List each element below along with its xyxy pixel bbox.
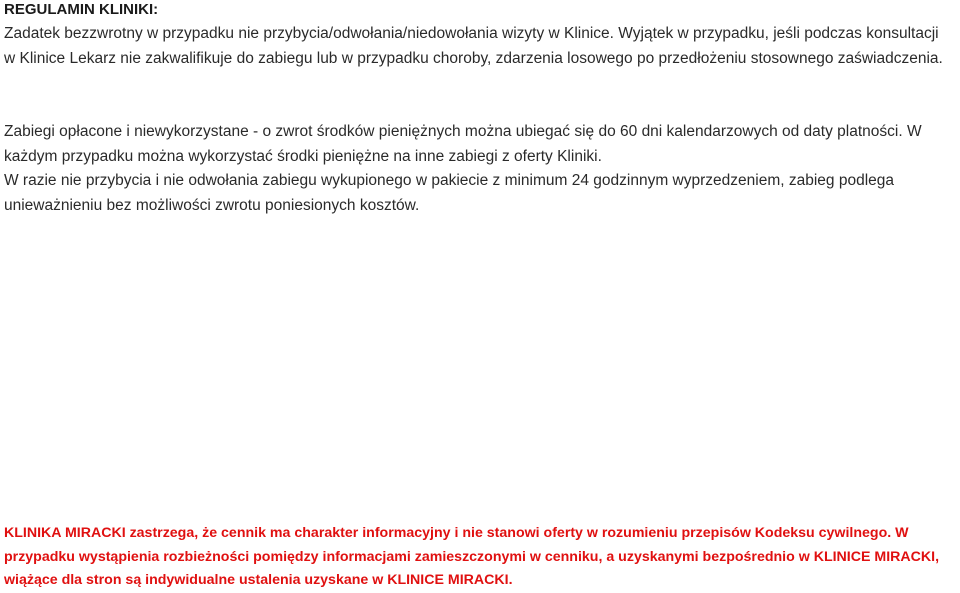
price-list-disclaimer: KLINIKA MIRACKI zastrzega, że cennik ma charakter informacyjny i nie stanowi oferty w rozumieniu przepisów Kodeksu cywilnego. W przypadku wystąpienia rozbieżności pomiędzy informacjami zamieszczonymi w cenniku, a uzyskanymi bezpośrednio w KLINICE MIRACKI, wiążące dla stron są indywidualne ustalenia uzyskane w KLINICE MIRACKI. (4, 525, 940, 588)
refund-policy-text: Zabiegi opłacone i niewykorzystane - o zwrot środków pieniężnych można ubiegać się do 60 dni kalendarzowych od daty platności. W każdym przypadku można wykorzystać środki pieniężne na inne zabiegi z oferty Kliniki. (4, 123, 922, 165)
page-title: REGULAMIN KLINIKI: (4, 1, 159, 18)
cancellation-policy-text: W razie nie przybycia i nie odwołania zabiegu wykupionego w pakiecie z minimum 24 godzinnym wyprzedzeniem, zabieg podlega unieważnieniu bez możliwości zwrotu poniesionych kosztów. (4, 172, 894, 214)
refund-policy-paragraph (4, 120, 954, 218)
deposit-policy-paragraph: Zadatek bezzwrotny w przypadku nie przybycia/odwołania/niedowołania wizyty w Klinice. Wyjątek w przypadku, jeśli podczas konsultacji w Klinice Lekarz nie zakwalifikuje do zabiegu lub w przypadku choroby, zdarzenia losowego po przedłożeniu stosownego zaświadczenia. (4, 25, 943, 67)
